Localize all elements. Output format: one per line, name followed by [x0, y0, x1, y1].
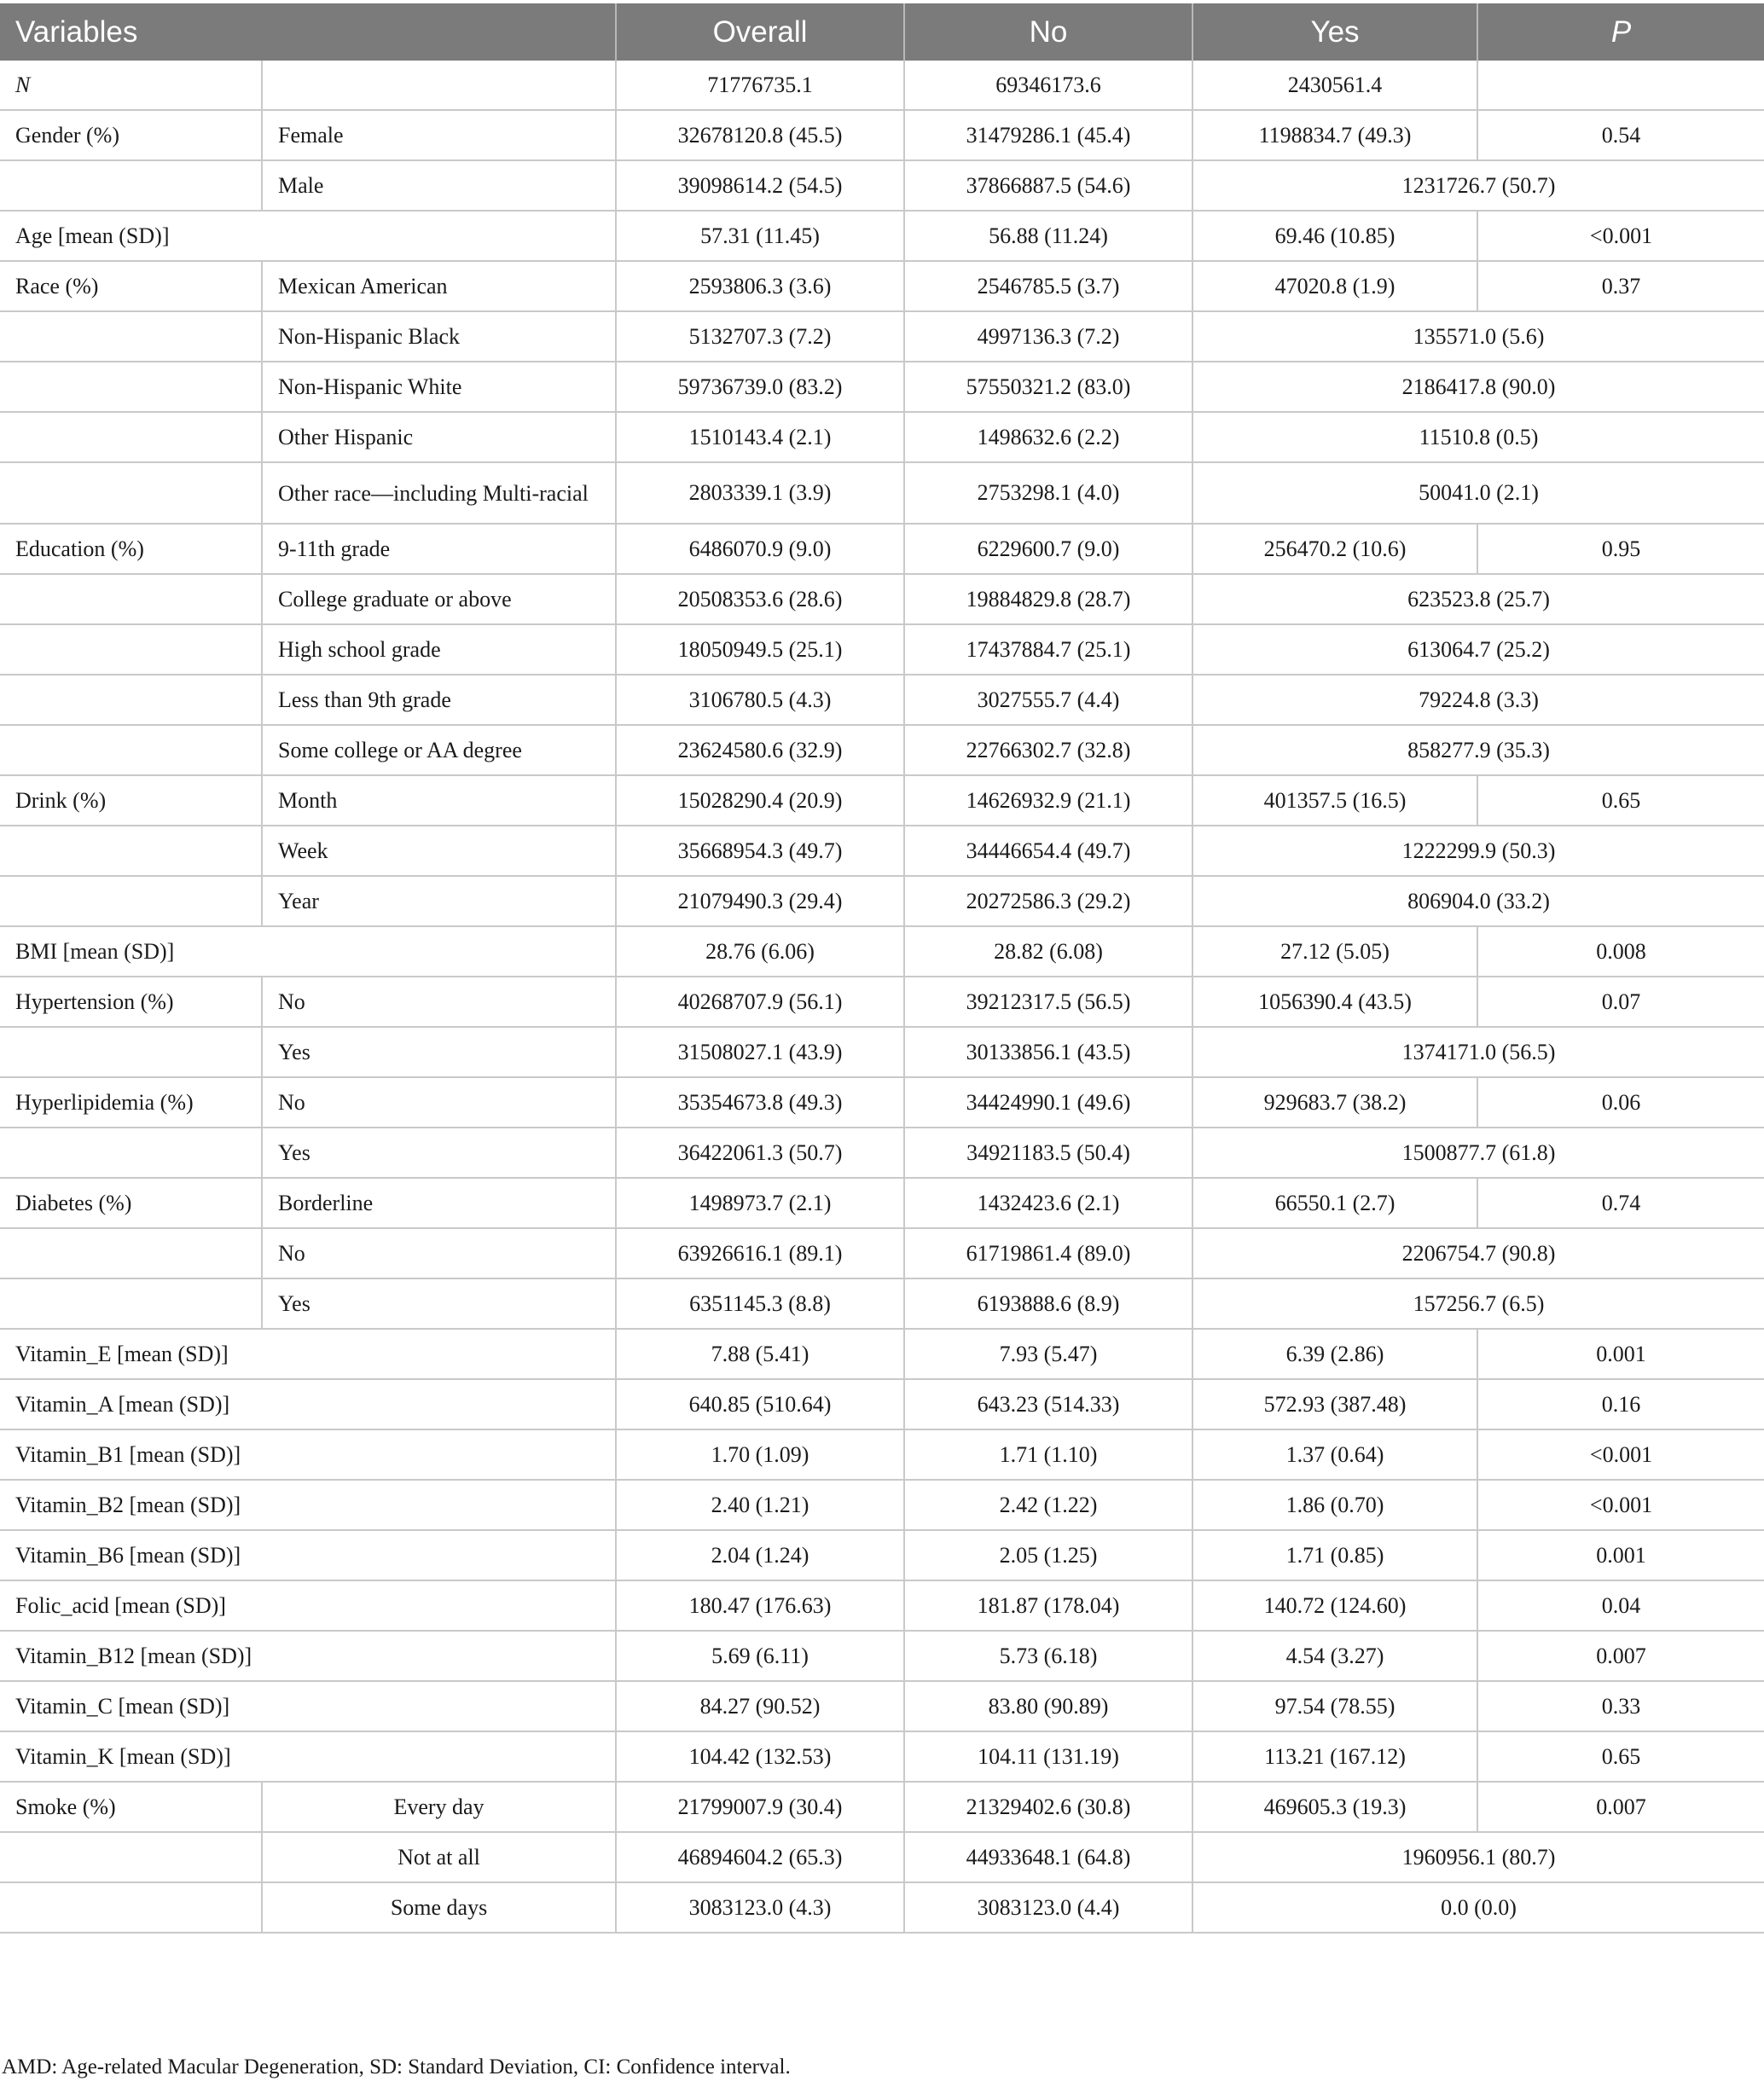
table-cell: 6486070.9 (9.0)	[616, 524, 904, 574]
table-cell: 3106780.5 (4.3)	[616, 675, 904, 725]
table-row	[0, 524, 1764, 574]
table-cell: Female	[262, 110, 616, 160]
table-cell: Month	[262, 775, 616, 826]
table-cell: 135571.0 (5.6)	[1192, 311, 1764, 362]
table-cell	[0, 1027, 262, 1077]
table-cell: 31508027.1 (43.9)	[616, 1027, 904, 1077]
table-cell: 69.46 (10.85)	[1192, 211, 1477, 261]
table-cell: 929683.7 (38.2)	[1192, 1077, 1477, 1128]
table-cell: 39212317.5 (56.5)	[904, 977, 1192, 1027]
table-cell: Age [mean (SD)]	[0, 211, 616, 261]
table-cell: 84.27 (90.52)	[616, 1681, 904, 1731]
table-cell: 180.47 (176.63)	[616, 1580, 904, 1631]
table-cell	[0, 362, 262, 412]
table-cell: Other race—including Multi-racial	[262, 462, 616, 524]
table-cell: Not at all	[262, 1832, 616, 1882]
table-cell: 36422061.3 (50.7)	[616, 1128, 904, 1178]
table-cell: <0.001	[1477, 1429, 1764, 1480]
table-cell	[0, 574, 262, 624]
table-cell: 34446654.4 (49.7)	[904, 826, 1192, 876]
table-cell: 401357.5 (16.5)	[1192, 775, 1477, 826]
table-cell: 37866887.5 (54.6)	[904, 160, 1192, 211]
table-cell: 0.95	[1477, 524, 1764, 574]
table-cell: 21079490.3 (29.4)	[616, 876, 904, 926]
table-row	[0, 1077, 1764, 1128]
table-cell: 61719861.4 (89.0)	[904, 1228, 1192, 1278]
table-cell	[0, 462, 262, 524]
table-row	[0, 412, 1764, 462]
table-row	[0, 876, 1764, 926]
table-row	[0, 1530, 1764, 1580]
table-cell: Borderline	[262, 1178, 616, 1228]
table-row	[0, 311, 1764, 362]
table-cell: 613064.7 (25.2)	[1192, 624, 1764, 675]
table-row	[0, 1329, 1764, 1379]
table-cell: Yes	[262, 1027, 616, 1077]
table-cell: Vitamin_A [mean (SD)]	[0, 1379, 616, 1429]
table-cell: 0.0 (0.0)	[1192, 1882, 1764, 1933]
table-cell: Non-Hispanic Black	[262, 311, 616, 362]
table-row	[0, 675, 1764, 725]
table-cell: Male	[262, 160, 616, 211]
table-cell: High school grade	[262, 624, 616, 675]
table-cell: 1231726.7 (50.7)	[1192, 160, 1764, 211]
table-cell: Every day	[262, 1782, 616, 1832]
table-cell: Some college or AA degree	[262, 725, 616, 775]
table-cell: 21799007.9 (30.4)	[616, 1782, 904, 1832]
table-cell: 2.40 (1.21)	[616, 1480, 904, 1530]
table-cell: 2593806.3 (3.6)	[616, 261, 904, 311]
table-cell: 57550321.2 (83.0)	[904, 362, 1192, 412]
table-cell: 69346173.6	[904, 61, 1192, 110]
table-cell: 1056390.4 (43.5)	[1192, 977, 1477, 1027]
table-cell: 1198834.7 (49.3)	[1192, 110, 1477, 160]
table-cell: 0.54	[1477, 110, 1764, 160]
table-cell: 3083123.0 (4.4)	[904, 1882, 1192, 1933]
table-cell: 14626932.9 (21.1)	[904, 775, 1192, 826]
table-cell: 5.73 (6.18)	[904, 1631, 1192, 1681]
table-footnote: AMD: Age-related Macular Degeneration, SD: Standard Deviation, CI: Confidence interval.	[2, 2055, 791, 2079]
table-cell	[262, 61, 616, 110]
table-cell: 1498973.7 (2.1)	[616, 1178, 904, 1228]
table-row	[0, 1379, 1764, 1429]
table-cell: 17437884.7 (25.1)	[904, 624, 1192, 675]
table-cell: 2.04 (1.24)	[616, 1530, 904, 1580]
table-cell: 23624580.6 (32.9)	[616, 725, 904, 775]
table-cell: 20272586.3 (29.2)	[904, 876, 1192, 926]
table-cell: 66550.1 (2.7)	[1192, 1178, 1477, 1228]
table-cell: 6351145.3 (8.8)	[616, 1278, 904, 1329]
table-cell	[1477, 61, 1764, 110]
table-cell	[0, 1228, 262, 1278]
table-row	[0, 775, 1764, 826]
table-cell: 3027555.7 (4.4)	[904, 675, 1192, 725]
table-cell: 21329402.6 (30.8)	[904, 1782, 1192, 1832]
table-cell: 11510.8 (0.5)	[1192, 412, 1764, 462]
table-cell: Vitamin_B6 [mean (SD)]	[0, 1530, 616, 1580]
table-cell	[0, 160, 262, 211]
table-cell: 35668954.3 (49.7)	[616, 826, 904, 876]
table-cell: 469605.3 (19.3)	[1192, 1782, 1477, 1832]
table-cell: 28.82 (6.08)	[904, 926, 1192, 977]
table-cell: 39098614.2 (54.5)	[616, 160, 904, 211]
table-cell: Drink (%)	[0, 775, 262, 826]
table-cell: Week	[262, 826, 616, 876]
table-cell: 1432423.6 (2.1)	[904, 1178, 1192, 1228]
table-cell: 0.16	[1477, 1379, 1764, 1429]
table-row	[0, 1178, 1764, 1228]
table-row	[0, 624, 1764, 675]
table-header-row	[0, 3, 1764, 61]
table-cell: 40268707.9 (56.1)	[616, 977, 904, 1027]
header-p: P	[1477, 3, 1764, 61]
table-cell: 4997136.3 (7.2)	[904, 311, 1192, 362]
table-cell: 22766302.7 (32.8)	[904, 725, 1192, 775]
table-row	[0, 1480, 1764, 1530]
table-row	[0, 926, 1764, 977]
table-cell: Vitamin_C [mean (SD)]	[0, 1681, 616, 1731]
table-cell	[0, 1882, 262, 1933]
table-cell: 0.06	[1477, 1077, 1764, 1128]
table-cell: Vitamin_B1 [mean (SD)]	[0, 1429, 616, 1480]
table-cell: 1960956.1 (80.7)	[1192, 1832, 1764, 1882]
table-cell: 28.76 (6.06)	[616, 926, 904, 977]
table-row	[0, 1027, 1764, 1077]
table-row	[0, 160, 1764, 211]
table-row	[0, 1681, 1764, 1731]
table-cell: 79224.8 (3.3)	[1192, 675, 1764, 725]
table-cell: 71776735.1	[616, 61, 904, 110]
table-cell: 2803339.1 (3.9)	[616, 462, 904, 524]
table-cell: 2206754.7 (90.8)	[1192, 1228, 1764, 1278]
table-cell	[0, 675, 262, 725]
table-cell: 19884829.8 (28.7)	[904, 574, 1192, 624]
table-cell	[0, 826, 262, 876]
table-cell: 1.86 (0.70)	[1192, 1480, 1477, 1530]
table-row	[0, 574, 1764, 624]
table-cell: 806904.0 (33.2)	[1192, 876, 1764, 926]
table-cell	[0, 725, 262, 775]
table-cell: 3083123.0 (4.3)	[616, 1882, 904, 1933]
table-cell: 30133856.1 (43.5)	[904, 1027, 1192, 1077]
table-cell: 104.42 (132.53)	[616, 1731, 904, 1782]
table-cell: 59736739.0 (83.2)	[616, 362, 904, 412]
table-cell: 572.93 (387.48)	[1192, 1379, 1477, 1429]
table-cell: 623523.8 (25.7)	[1192, 574, 1764, 624]
table-cell: 0.74	[1477, 1178, 1764, 1228]
table-row	[0, 462, 1764, 524]
table-row	[0, 1782, 1764, 1832]
table-cell: 2430561.4	[1192, 61, 1477, 110]
table-row	[0, 1832, 1764, 1882]
table-cell: 2753298.1 (4.0)	[904, 462, 1192, 524]
table-cell: 27.12 (5.05)	[1192, 926, 1477, 977]
table-cell: 0.65	[1477, 775, 1764, 826]
table-cell: 640.85 (510.64)	[616, 1379, 904, 1429]
table-cell: Folic_acid [mean (SD)]	[0, 1580, 616, 1631]
table-cell: 34921183.5 (50.4)	[904, 1128, 1192, 1178]
table-cell: Other Hispanic	[262, 412, 616, 462]
table-cell: 1498632.6 (2.2)	[904, 412, 1192, 462]
table-cell: 858277.9 (35.3)	[1192, 725, 1764, 775]
table-cell: Diabetes (%)	[0, 1178, 262, 1228]
table-cell: Non-Hispanic White	[262, 362, 616, 412]
table-cell: Hyperlipidemia (%)	[0, 1077, 262, 1128]
header-variables: Variables	[0, 3, 616, 61]
table-cell	[0, 1832, 262, 1882]
table-cell	[0, 1278, 262, 1329]
table-cell: 0.07	[1477, 977, 1764, 1027]
table-row	[0, 1631, 1764, 1681]
table-cell: 6.39 (2.86)	[1192, 1329, 1477, 1379]
table-cell: 0.007	[1477, 1782, 1764, 1832]
table-cell: 2.05 (1.25)	[904, 1530, 1192, 1580]
table-row	[0, 1882, 1764, 1933]
table-cell: 2186417.8 (90.0)	[1192, 362, 1764, 412]
table-cell	[0, 412, 262, 462]
table-row	[0, 1429, 1764, 1480]
table-cell: 1.37 (0.64)	[1192, 1429, 1477, 1480]
table-row	[0, 211, 1764, 261]
table-cell: 0.007	[1477, 1631, 1764, 1681]
table-cell: 34424990.1 (49.6)	[904, 1077, 1192, 1128]
table-cell: 47020.8 (1.9)	[1192, 261, 1477, 311]
table-cell: 5.69 (6.11)	[616, 1631, 904, 1681]
table-cell: No	[262, 1228, 616, 1278]
table-cell: 1500877.7 (61.8)	[1192, 1128, 1764, 1178]
table-row	[0, 1128, 1764, 1178]
table-row	[0, 1731, 1764, 1782]
table-row	[0, 1278, 1764, 1329]
table-cell: 181.87 (178.04)	[904, 1580, 1192, 1631]
table-cell: No	[262, 977, 616, 1027]
table-cell: 15028290.4 (20.9)	[616, 775, 904, 826]
table-cell: 113.21 (167.12)	[1192, 1731, 1477, 1782]
header-yes: Yes	[1192, 3, 1477, 61]
table-cell: 1374171.0 (56.5)	[1192, 1027, 1764, 1077]
table-cell: Vitamin_B12 [mean (SD)]	[0, 1631, 616, 1681]
header-no: No	[904, 3, 1192, 61]
table-cell: 256470.2 (10.6)	[1192, 524, 1477, 574]
table-cell: Education (%)	[0, 524, 262, 574]
table-cell	[0, 876, 262, 926]
table-cell: BMI [mean (SD)]	[0, 926, 616, 977]
table-cell	[0, 1128, 262, 1178]
table-cell: Some days	[262, 1882, 616, 1933]
table-cell: Yes	[262, 1128, 616, 1178]
table-cell: Race (%)	[0, 261, 262, 311]
table-cell: 46894604.2 (65.3)	[616, 1832, 904, 1882]
table-cell: 6193888.6 (8.9)	[904, 1278, 1192, 1329]
table-row	[0, 826, 1764, 876]
table-cell: 35354673.8 (49.3)	[616, 1077, 904, 1128]
table-cell: 1510143.4 (2.1)	[616, 412, 904, 462]
table-cell: 20508353.6 (28.6)	[616, 574, 904, 624]
table-row	[0, 725, 1764, 775]
table-row	[0, 61, 1764, 110]
table-cell: 104.11 (131.19)	[904, 1731, 1192, 1782]
table-cell: No	[262, 1077, 616, 1128]
table-cell: 7.88 (5.41)	[616, 1329, 904, 1379]
table-cell: 7.93 (5.47)	[904, 1329, 1192, 1379]
table-cell: <0.001	[1477, 211, 1764, 261]
table-cell: Vitamin_E [mean (SD)]	[0, 1329, 616, 1379]
table-cell: 1.70 (1.09)	[616, 1429, 904, 1480]
table-row	[0, 110, 1764, 160]
table-cell: Yes	[262, 1278, 616, 1329]
table-cell: 140.72 (124.60)	[1192, 1580, 1477, 1631]
table-cell: 0.33	[1477, 1681, 1764, 1731]
table-row	[0, 1228, 1764, 1278]
table-cell: College graduate or above	[262, 574, 616, 624]
table-cell: 97.54 (78.55)	[1192, 1681, 1477, 1731]
table-cell: Year	[262, 876, 616, 926]
table-cell: 57.31 (11.45)	[616, 211, 904, 261]
table-cell: 18050949.5 (25.1)	[616, 624, 904, 675]
table-cell: 157256.7 (6.5)	[1192, 1278, 1764, 1329]
table-cell: 50041.0 (2.1)	[1192, 462, 1764, 524]
table-cell: 63926616.1 (89.1)	[616, 1228, 904, 1278]
table-cell	[0, 311, 262, 362]
table-cell: 0.04	[1477, 1580, 1764, 1631]
table-cell: 0.001	[1477, 1329, 1764, 1379]
table-cell: 6229600.7 (9.0)	[904, 524, 1192, 574]
table-cell: Less than 9th grade	[262, 675, 616, 725]
table-cell	[0, 624, 262, 675]
table-cell: 0.65	[1477, 1731, 1764, 1782]
table-cell: Hypertension (%)	[0, 977, 262, 1027]
table-cell: N	[0, 61, 262, 110]
table-cell: 31479286.1 (45.4)	[904, 110, 1192, 160]
baseline-characteristics-table	[0, 3, 1764, 1934]
table-cell: Vitamin_B2 [mean (SD)]	[0, 1480, 616, 1530]
table-cell: <0.001	[1477, 1480, 1764, 1530]
table-row	[0, 362, 1764, 412]
table-cell: Gender (%)	[0, 110, 262, 160]
table-cell: Mexican American	[262, 261, 616, 311]
table-cell: 32678120.8 (45.5)	[616, 110, 904, 160]
header-overall: Overall	[616, 3, 904, 61]
table-cell: Vitamin_K [mean (SD)]	[0, 1731, 616, 1782]
table-cell: 44933648.1 (64.8)	[904, 1832, 1192, 1882]
table-cell: 56.88 (11.24)	[904, 211, 1192, 261]
table-row	[0, 1580, 1764, 1631]
table-cell: 4.54 (3.27)	[1192, 1631, 1477, 1681]
table-cell: 2.42 (1.22)	[904, 1480, 1192, 1530]
table-cell: 2546785.5 (3.7)	[904, 261, 1192, 311]
table-cell: 9-11th grade	[262, 524, 616, 574]
table-cell: 1222299.9 (50.3)	[1192, 826, 1764, 876]
table-row	[0, 261, 1764, 311]
table-cell: 1.71 (1.10)	[904, 1429, 1192, 1480]
table-cell: 0.37	[1477, 261, 1764, 311]
table-row	[0, 977, 1764, 1027]
table-cell: Smoke (%)	[0, 1782, 262, 1832]
table-cell: 643.23 (514.33)	[904, 1379, 1192, 1429]
table-cell: 83.80 (90.89)	[904, 1681, 1192, 1731]
table-cell: 1.71 (0.85)	[1192, 1530, 1477, 1580]
table-cell: 5132707.3 (7.2)	[616, 311, 904, 362]
table-cell: 0.001	[1477, 1530, 1764, 1580]
table-cell: 0.008	[1477, 926, 1764, 977]
